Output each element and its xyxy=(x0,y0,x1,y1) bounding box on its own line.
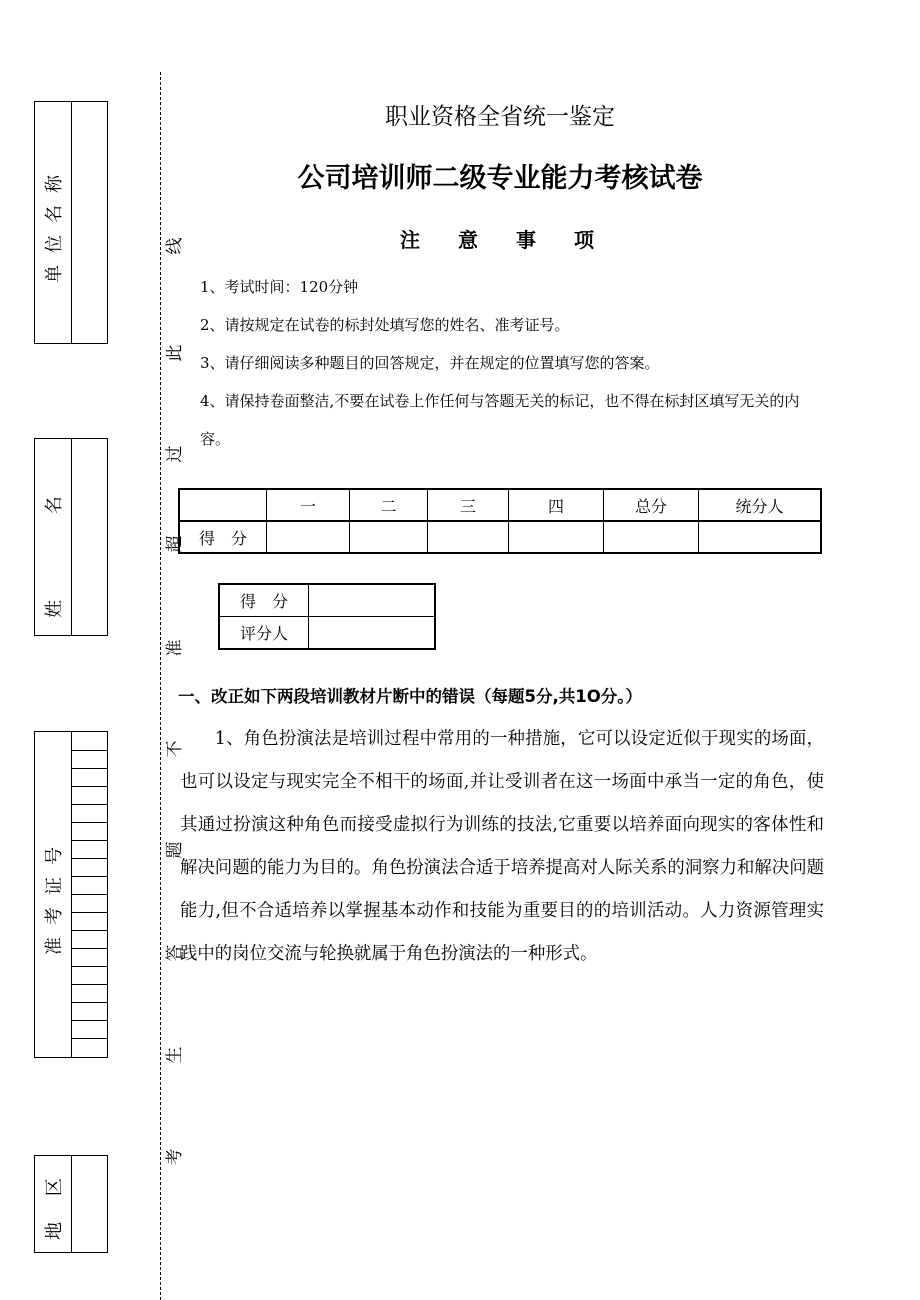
ticket-digit-cell[interactable] xyxy=(71,966,107,984)
seal-char: 不 xyxy=(164,740,185,758)
seal-char: 题 xyxy=(164,841,185,859)
grader-name-input[interactable] xyxy=(309,617,436,650)
note-item: 4、请保持卷面整洁,不要在试卷上作任何与答题无关的标记，也不得在标封区填写无关的内容。 xyxy=(200,392,800,448)
seal-char: 准 xyxy=(164,639,185,657)
notice-title-char: 意 xyxy=(458,228,478,252)
score-header-cell: 二 xyxy=(350,489,428,521)
seal-char: 过 xyxy=(164,445,185,463)
ticket-digit-cell[interactable] xyxy=(71,804,107,822)
grader-name-label: 评分人 xyxy=(219,617,309,650)
seal-cut-line xyxy=(160,72,161,1300)
ticket-digit-cell[interactable] xyxy=(71,1020,107,1038)
score-header-cell: 统分人 xyxy=(699,489,822,521)
seal-char: 此 xyxy=(164,344,185,362)
notice-title-char: 注 xyxy=(400,228,420,252)
ticket-digit-cell[interactable] xyxy=(71,1002,107,1020)
exam-subtitle: 职业资格全省统一鉴定 xyxy=(385,104,615,130)
score-header-cell: 总分 xyxy=(604,489,699,521)
ticket-digit-cell[interactable] xyxy=(71,876,107,894)
ticket-digit-cell[interactable] xyxy=(71,858,107,876)
seal-char: 考 xyxy=(164,1148,185,1166)
exam-title: 公司培训师二级专业能力考核试卷 xyxy=(297,163,703,194)
ticket-digit-cell[interactable] xyxy=(71,912,107,930)
score-input-cell[interactable] xyxy=(699,521,822,553)
score-header-cell: 四 xyxy=(509,489,604,521)
question-paragraph: 1、角色扮演法是培训过程中常用的一种措施，它可以设定近似于现实的场面，也可以设定与现实完全不相干的场面,并让受训者在这一场面中承当一定的角色，使其通过扮演这种角色而接受虚拟行为训练的技法,它重要以培养面向现实的客体性和解决问题的能力为目的。角色扮演法合适于培养提高对人际关系的洞察力和解决问题能力,但不合适培养以掌握基本动作和技能为重要目的的培训活动。人力资源管理实践中的岗位交流与轮换就属于角色扮演法的一种形式。 xyxy=(180,729,824,964)
section-heading: 一、改正如下两段培训教材片断中的错误（每题5分,共1O分。） xyxy=(178,687,643,706)
ticket-digit-cell[interactable] xyxy=(71,768,107,786)
exam-notes xyxy=(200,268,824,458)
score-input-cell[interactable] xyxy=(604,521,699,553)
ticket-digit-cell[interactable] xyxy=(71,930,107,948)
ticket-digit-cell[interactable] xyxy=(71,948,107,966)
ticket-number-grid[interactable] xyxy=(35,732,107,1057)
ticket-number-label: 准考证号 xyxy=(44,834,65,955)
ticket-digit-cell[interactable] xyxy=(71,1038,107,1056)
seal-char: 线 xyxy=(164,237,185,255)
ticket-digit-cell[interactable] xyxy=(71,894,107,912)
score-row-label: 得 分 xyxy=(179,521,267,553)
score-input-cell[interactable] xyxy=(428,521,509,553)
table-row xyxy=(219,617,435,650)
note-item: 2、请按规定在试卷的标封处填写您的姓名、准考证号。 xyxy=(200,316,570,334)
score-input-cell[interactable] xyxy=(350,521,428,553)
score-summary-table xyxy=(178,488,822,554)
ticket-digit-cell[interactable] xyxy=(71,984,107,1002)
notice-title-char: 事 xyxy=(516,228,536,252)
notice-title-char: 项 xyxy=(574,228,594,252)
seal-char: 生 xyxy=(164,1046,185,1064)
unit-name-box xyxy=(34,101,108,344)
score-header-cell: 一 xyxy=(267,489,350,521)
unit-name-label: 单位名称 xyxy=(44,162,65,283)
score-header-cell xyxy=(179,489,267,521)
grader-score-input[interactable] xyxy=(309,584,436,617)
seal-char: 答 xyxy=(164,944,185,962)
note-item: 3、请仔细阅读多种题目的回答规定，并在规定的位置填写您的答案。 xyxy=(200,354,660,372)
ticket-digit-cell[interactable] xyxy=(71,786,107,804)
table-row xyxy=(179,489,821,521)
ticket-digit-cell[interactable] xyxy=(71,822,107,840)
table-row xyxy=(219,584,435,617)
grader-score-label: 得 分 xyxy=(219,584,309,617)
region-label: 地 区 xyxy=(44,1168,66,1240)
ticket-digit-cell[interactable] xyxy=(71,750,107,768)
score-input-cell[interactable] xyxy=(267,521,350,553)
table-row xyxy=(179,521,821,553)
name-box xyxy=(34,438,108,636)
note-item: 1、考试时间：120分钟 xyxy=(200,278,359,296)
score-input-cell[interactable] xyxy=(509,521,604,553)
notice-title xyxy=(400,224,632,253)
ticket-number-box xyxy=(34,731,108,1058)
ticket-digit-cell[interactable] xyxy=(71,840,107,858)
grader-table xyxy=(218,583,436,650)
name-label: 姓 名 xyxy=(44,456,66,618)
score-header-cell: 三 xyxy=(428,489,509,521)
region-box xyxy=(34,1155,108,1253)
seal-char: 超 xyxy=(164,535,185,553)
